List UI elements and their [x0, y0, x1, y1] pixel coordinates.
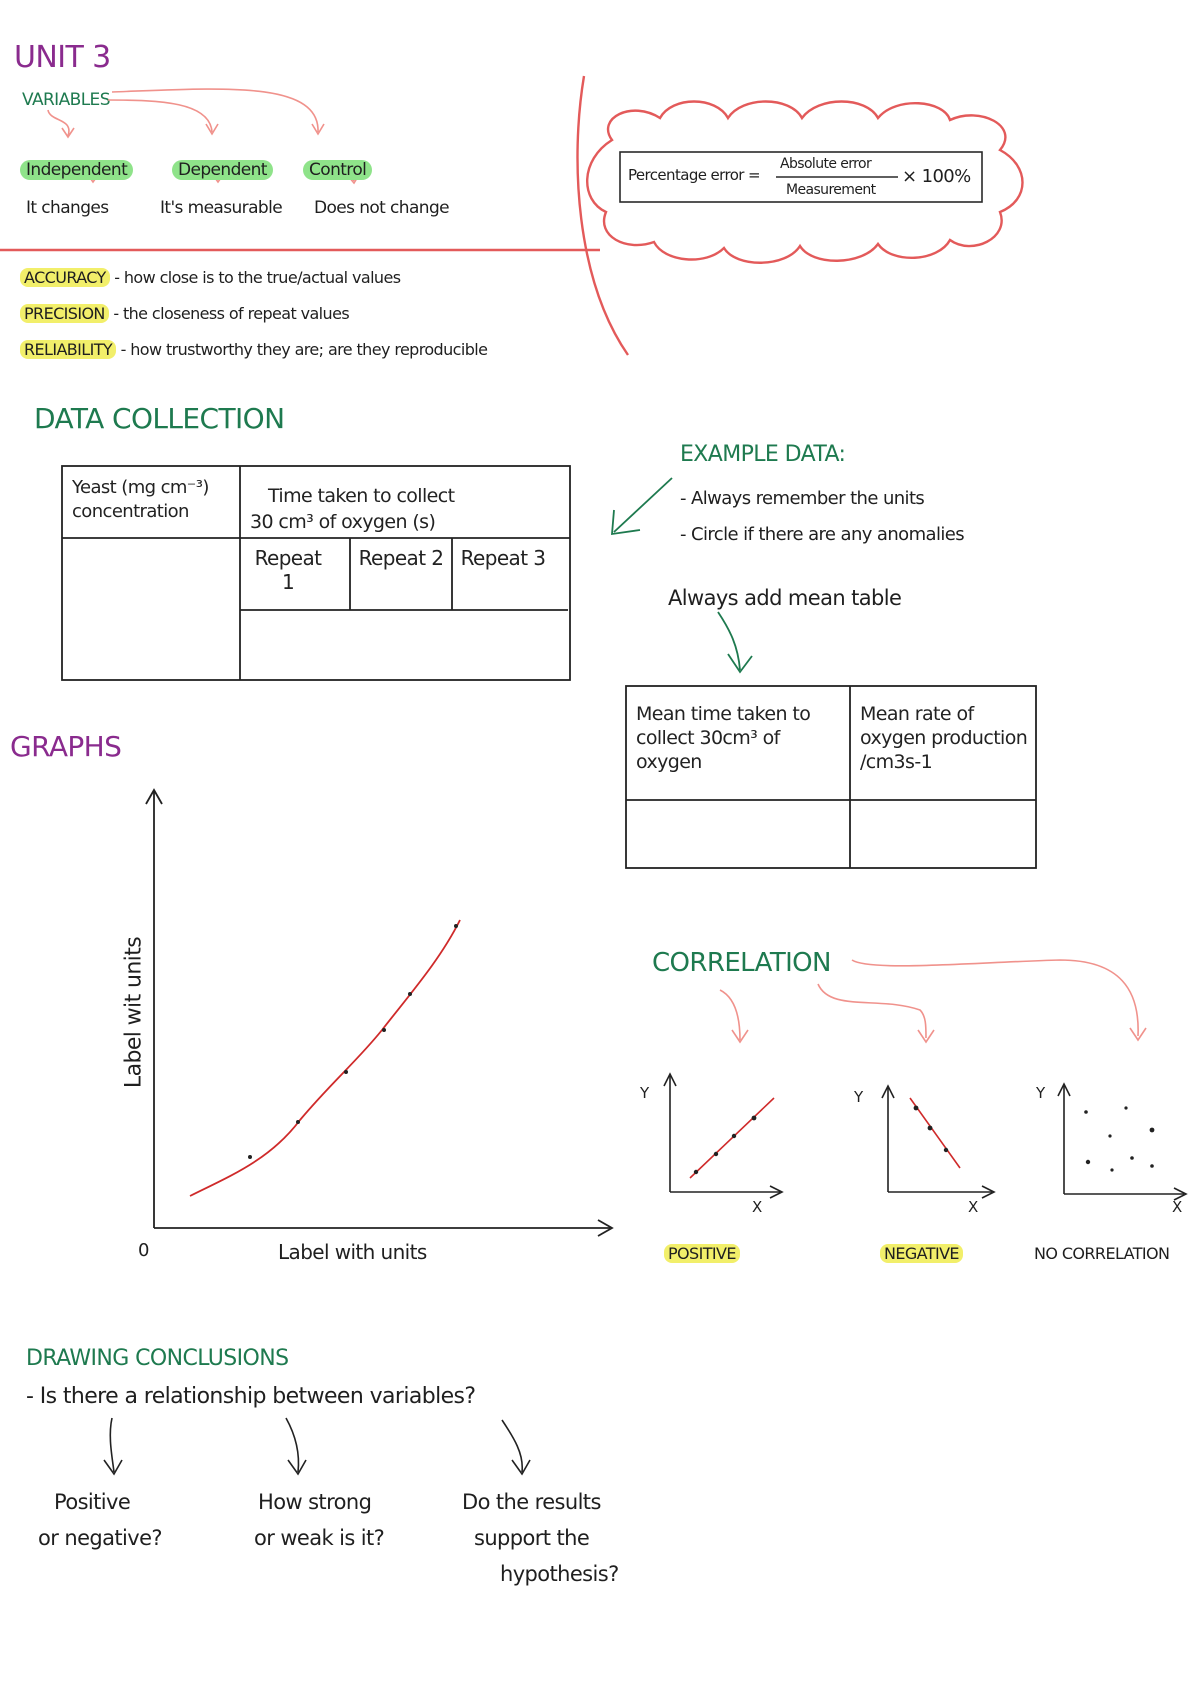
data-collection-title: DATA COLLECTION	[34, 402, 285, 435]
graphs-title: GRAPHS	[10, 730, 122, 763]
example-data-bullet-2: - Circle if there are any anomalies	[680, 524, 964, 545]
data-table-col2-header-line1: Time taken to collect	[268, 485, 455, 507]
graph-origin: 0	[138, 1240, 149, 1261]
correlation-none-x: X	[1172, 1198, 1182, 1216]
conclusion-1-line2: or negative?	[38, 1526, 162, 1550]
example-data-title: EXAMPLE DATA:	[680, 442, 846, 467]
variable-dependent-desc: It's measurable	[160, 198, 283, 218]
variables-label: VARIABLES	[22, 90, 110, 110]
data-table-col1-header: Yeast (mg cm⁻³) concentration	[72, 477, 209, 522]
formula-lhs: Percentage error =	[628, 166, 761, 184]
conclusion-2-line2: or weak is it?	[254, 1526, 385, 1550]
conclusion-1-line1: Positive	[54, 1490, 131, 1514]
formula-numerator: Absolute error	[780, 156, 872, 172]
example-data-bullet-1: - Always remember the units	[680, 488, 925, 509]
variable-control-desc: Does not change	[314, 198, 450, 218]
correlation-negative-x: X	[968, 1198, 978, 1216]
data-table-repeat-2: Repeat 2	[358, 546, 444, 570]
variable-dependent: Dependent	[172, 160, 273, 180]
page-title: UNIT 3	[14, 40, 111, 75]
graph-ylabel: Label wit units	[121, 936, 147, 1089]
definition-precision: PRECISION - the closeness of repeat values	[20, 304, 349, 323]
variable-control: Control	[303, 160, 372, 180]
correlation-positive-x: X	[752, 1198, 762, 1216]
conclusion-3-line3: hypothesis?	[500, 1562, 619, 1586]
variable-independent: Independent	[20, 160, 133, 180]
mean-table-note: Always add mean table	[668, 586, 902, 610]
data-table-repeat-3: Repeat 3	[460, 546, 546, 570]
mean-table-col2-header: Mean rate of oxygen production /cm3s-1	[860, 703, 1028, 773]
correlation-title: CORRELATION	[652, 948, 831, 978]
data-table-repeat-1: Repeat 1	[254, 546, 322, 594]
conclusions-question: - Is there a relationship between variables?	[26, 1384, 476, 1409]
conclusion-2-line1: How strong	[258, 1490, 372, 1514]
data-table-col2-header-line2: 30 cm³ of oxygen (s)	[250, 511, 436, 533]
definition-accuracy: ACCURACY - how close is to the true/actual values	[20, 268, 400, 287]
correlation-positive-label: POSITIVE	[664, 1244, 740, 1263]
correlation-none-label: NO CORRELATION	[1034, 1244, 1170, 1263]
correlation-positive-y: Y	[640, 1084, 649, 1102]
conclusion-3-line2: support the	[474, 1526, 590, 1550]
correlation-negative-y: Y	[854, 1088, 863, 1106]
correlation-none-y: Y	[1036, 1084, 1045, 1102]
conclusion-3-line1: Do the results	[462, 1490, 601, 1514]
graph-xlabel: Label with units	[278, 1240, 427, 1264]
conclusions-title: DRAWING CONCLUSIONS	[26, 1346, 289, 1371]
definition-reliability: RELIABILITY - how trustworthy they are; are they reproducible	[20, 340, 487, 359]
mean-table-col1-header: Mean time taken to collect 30cm³ of oxygen	[636, 703, 811, 773]
formula-denominator: Measurement	[786, 182, 876, 198]
formula-multiplier: × 100%	[902, 166, 971, 187]
variable-independent-desc: It changes	[26, 198, 109, 218]
correlation-negative-label: NEGATIVE	[880, 1244, 963, 1263]
